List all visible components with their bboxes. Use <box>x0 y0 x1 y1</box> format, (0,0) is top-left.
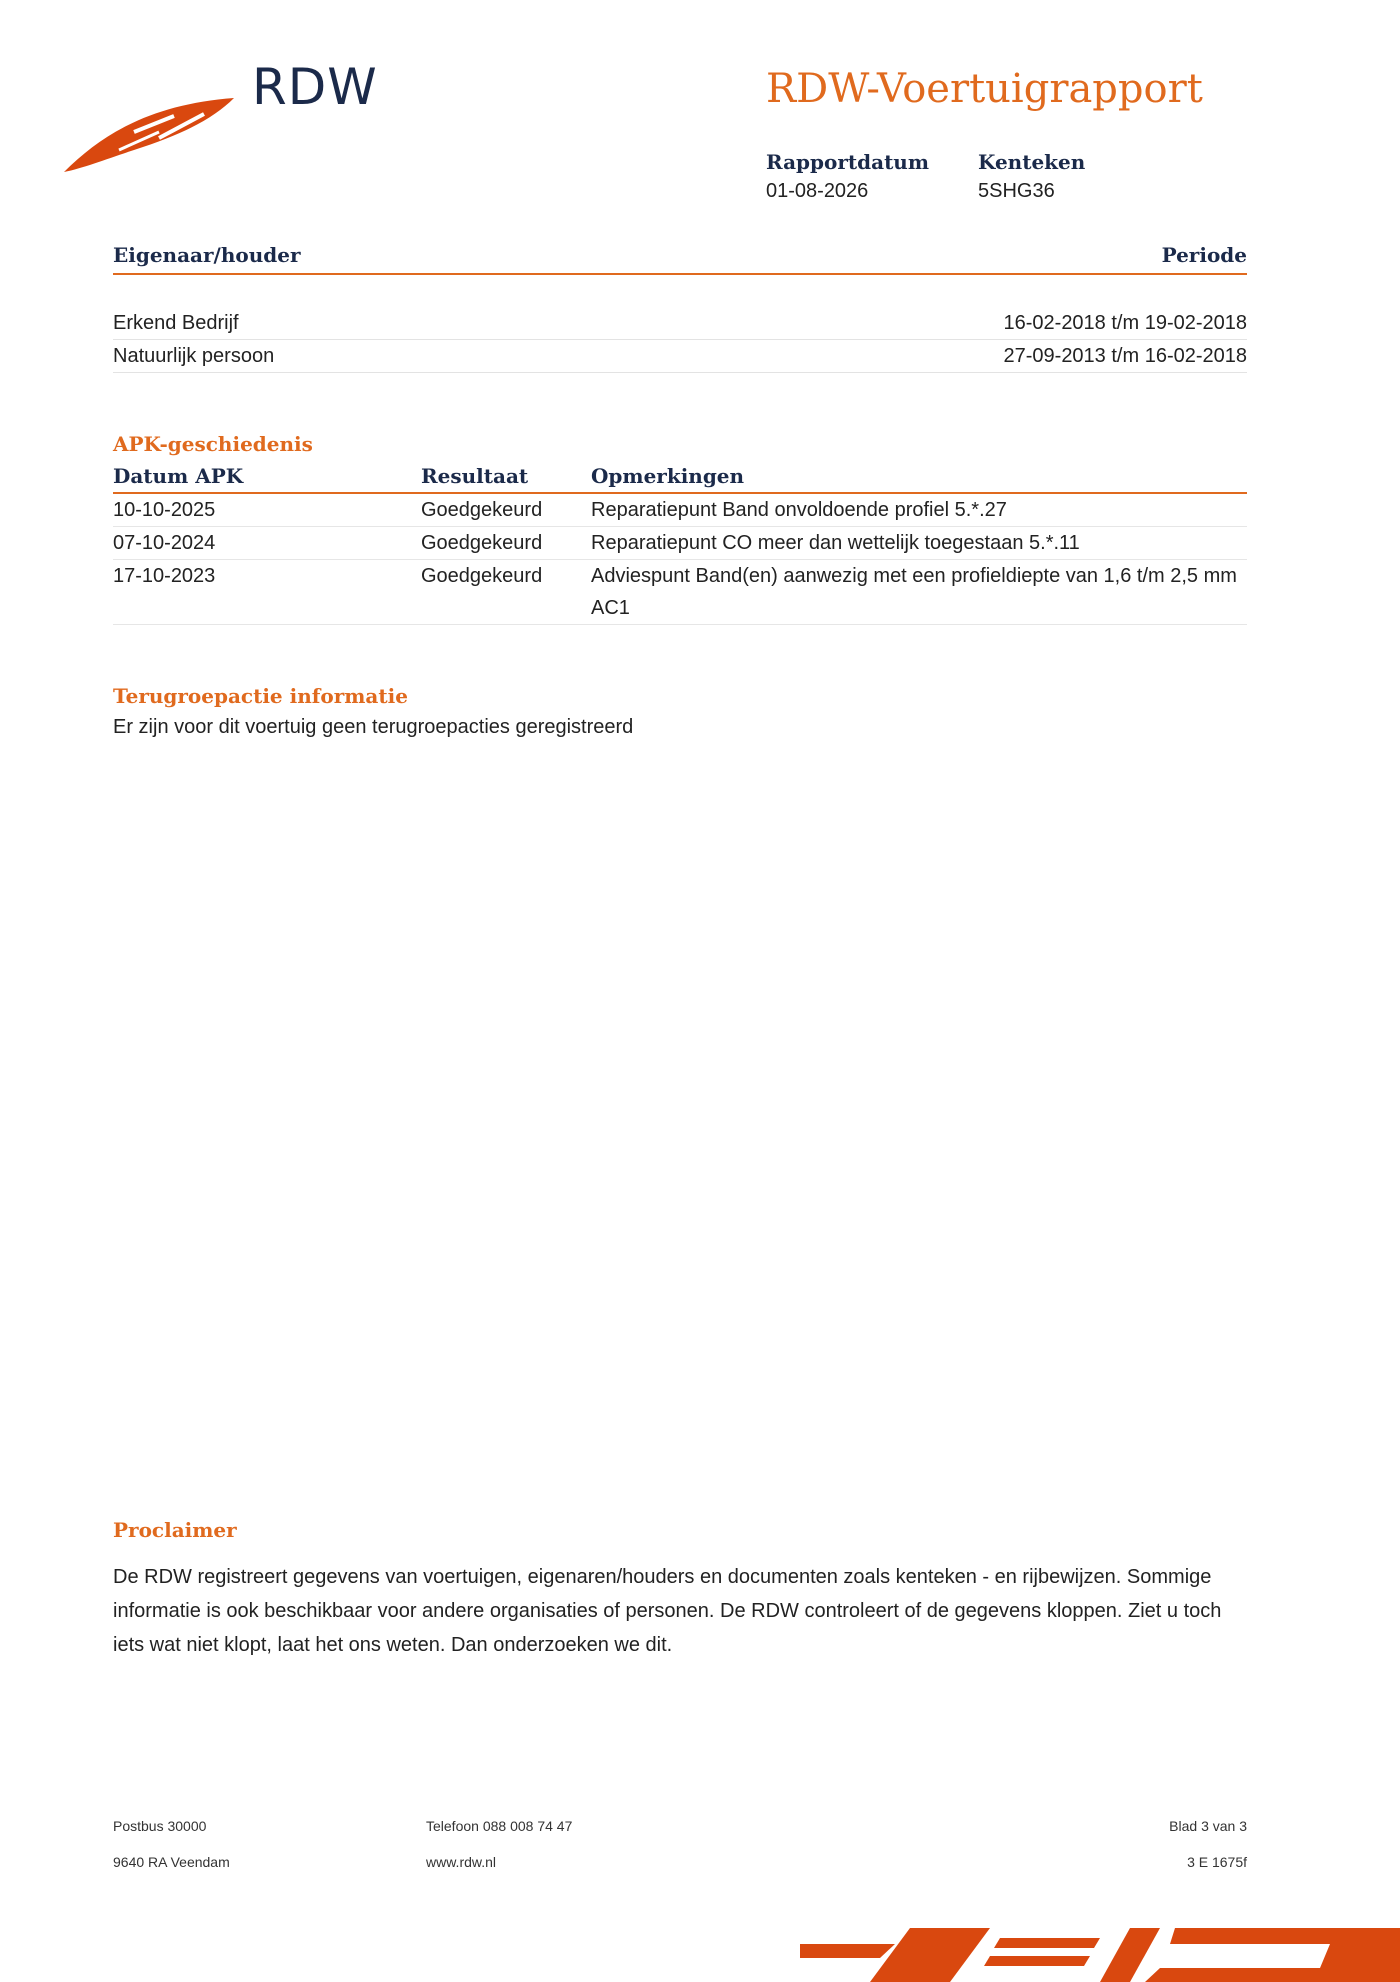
apk-history <box>113 432 1247 625</box>
apk-date-header: Datum APK <box>113 464 244 488</box>
owner-column-header: Eigenaar/houder <box>113 243 301 267</box>
table-row <box>113 527 1247 560</box>
apk-header <box>113 464 1247 494</box>
plate-value: 5SHG36 <box>978 180 1055 202</box>
footer-code: 3 E 1675f <box>1187 1854 1247 1870</box>
apk-remarks-cell: Reparatiepunt CO meer dan wettelijk toegestaan 5.*.11 <box>591 532 1080 554</box>
apk-remarks-cell: Reparatiepunt Band onvoldoende profiel 5.*.27 <box>591 499 1007 521</box>
footer-address <box>113 1808 230 1880</box>
proclaimer-section <box>113 1518 1247 1662</box>
apk-title: APK-geschiedenis <box>113 432 313 456</box>
table-row <box>113 307 1247 340</box>
period-cell: 16-02-2018 t/m 19-02-2018 <box>1003 312 1247 334</box>
period-cell: 27-09-2013 t/m 16-02-2018 <box>1003 345 1247 367</box>
period-column-header: Periode <box>1161 243 1247 267</box>
apk-result-cell: Goedgekeurd <box>421 532 543 554</box>
report-date-label: Rapportdatum <box>766 150 930 174</box>
report-title: RDW-Voertuigrapport <box>766 66 1203 112</box>
footer-phone: Telefoon 088 008 74 47 <box>426 1818 573 1834</box>
footer-address-line1: Postbus 30000 <box>113 1818 207 1834</box>
footer-page-info <box>1169 1808 1247 1880</box>
logo-text: RDW <box>252 58 378 116</box>
recall-text: Er zijn voor dit voertuig geen terugroepacties geregistreerd <box>113 716 634 738</box>
apk-result-cell: Goedgekeurd <box>421 499 543 521</box>
footer-address-line2: 9640 RA Veendam <box>113 1854 230 1870</box>
orange-stripes-icon <box>800 1924 1400 1982</box>
footer-page: Blad 3 van 3 <box>1169 1818 1247 1834</box>
plate-label: Kenteken <box>978 150 1086 174</box>
owners-table <box>113 243 1247 373</box>
owner-cell: Natuurlijk persoon <box>113 345 275 367</box>
report-date-block <box>766 150 929 203</box>
footer-web: www.rdw.nl <box>426 1854 497 1870</box>
recall-section <box>113 684 1247 739</box>
apk-result-header: Resultaat <box>421 464 529 488</box>
apk-result-cell: Goedgekeurd <box>421 565 543 587</box>
table-row <box>113 560 1247 625</box>
apk-date-cell: 07-10-2024 <box>113 532 216 554</box>
table-row <box>113 340 1247 373</box>
footer-contact <box>426 1808 572 1880</box>
owners-header <box>113 243 1247 275</box>
table-row <box>113 494 1247 527</box>
plate-block <box>978 150 1085 203</box>
apk-date-cell: 17-10-2023 <box>113 565 216 587</box>
proclaimer-title: Proclaimer <box>113 1518 237 1542</box>
apk-date-cell: 10-10-2025 <box>113 499 216 521</box>
owner-cell: Erkend Bedrijf <box>113 312 239 334</box>
apk-remarks-header: Opmerkingen <box>591 464 745 488</box>
proclaimer-text: De RDW registreert gegevens van voertuigen, eigenaren/houders en documenten zoals kenteken - en rijbewijzen. Sommige informatie is ook beschikbaar voor andere organisaties of personen. De RDW controleert of de gegevens kloppen. Ziet u toch iets wat niet klopt, laat het ons weten. Dan onderzoeken we dit. <box>113 1566 1222 1656</box>
rdw-logo-icon <box>64 92 234 180</box>
apk-remarks-cell: Adviespunt Band(en) aanwezig met een profieldiepte van 1,6 t/m 2,5 mm AC1 <box>591 565 1237 619</box>
recall-title: Terugroepactie informatie <box>113 684 408 708</box>
report-date-value: 01-08-2026 <box>766 180 869 202</box>
